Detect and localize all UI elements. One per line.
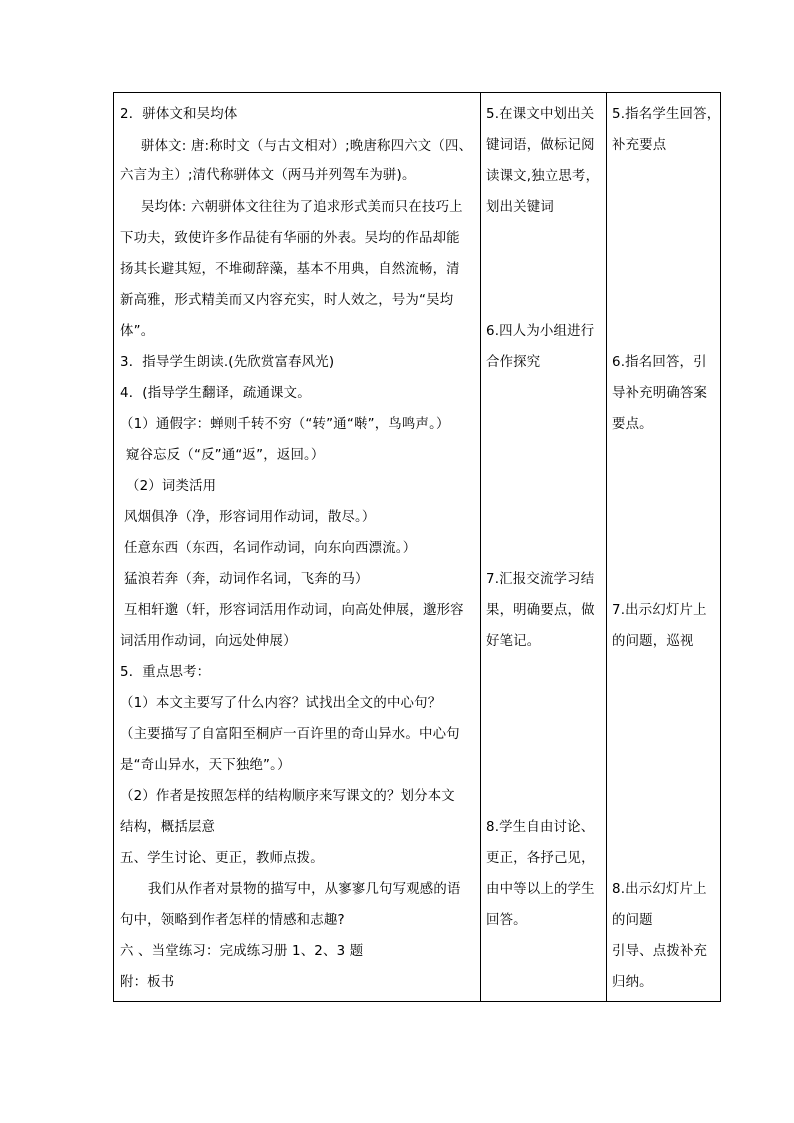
text-line: 体”。 bbox=[120, 324, 155, 339]
text-line: 的问题 bbox=[612, 913, 653, 928]
text-line: 新高雅，形式精美而又内容充实，时人效之，号为“吴均 bbox=[120, 293, 454, 308]
text-line: 任意东西（东西，名词作动词，向东向西漂流。） bbox=[124, 541, 417, 556]
text-line: 由中等以上的学生 bbox=[486, 882, 595, 897]
text-line: 吴均体: 六朝骈体文往往为了追求形式美而只在技巧上 bbox=[141, 200, 463, 215]
text-line: 猛浪若奔（奔，动词作名词，飞奔的马） bbox=[124, 572, 369, 587]
text-line: 划出关键词 bbox=[486, 200, 554, 215]
text-line: 互相轩邈（轩，形容词活用作动词，向高处伸展，邈形容 bbox=[124, 603, 464, 618]
text-line: 5．重点思考： bbox=[120, 665, 211, 680]
text-line: 五、学生讨论、更正，教师点拨。 bbox=[120, 851, 324, 866]
text-line: 6.指名回答，引 bbox=[612, 355, 707, 370]
text-line: 是“奇山异水，天下独绝”。） bbox=[120, 758, 291, 773]
text-line: 8.学生自由讨论、 bbox=[486, 820, 595, 835]
text-line: 归纳。 bbox=[612, 975, 653, 990]
lesson-table bbox=[113, 92, 721, 1002]
text-line: 4．(指导学生翻译，疏通课文。 bbox=[120, 386, 311, 401]
text-line: 词活用作动词，向远处伸展） bbox=[120, 634, 297, 649]
text-line: 2．骈体文和吴均体 bbox=[120, 107, 238, 122]
column-divider bbox=[606, 93, 607, 1001]
text-line: 合作探究 bbox=[486, 355, 541, 370]
text-line: 下功夫，致使许多作品徒有华丽的外表。吴均的作品却能 bbox=[120, 231, 460, 246]
text-line: 附：板书 bbox=[120, 975, 175, 990]
text-line: 果，明确要点，做 bbox=[486, 603, 595, 618]
text-line: 的问题，巡视 bbox=[612, 634, 694, 649]
text-line: 更正，各抒己见， bbox=[486, 851, 595, 866]
text-line: 我们从作者对景物的描写中，从寥寥几句写观感的语 bbox=[148, 882, 461, 897]
text-line: （1）本文主要写了什么内容？试找出全文的中心句？ bbox=[120, 696, 442, 711]
text-line: 3．指导学生朗读.(先欣赏富春风光) bbox=[120, 355, 335, 370]
text-line: 6.四人为小组进行 bbox=[486, 324, 595, 339]
text-line: 结构，概括层意 bbox=[120, 820, 216, 835]
text-line: 8.出示幻灯片上 bbox=[612, 882, 707, 897]
text-line: 好笔记。 bbox=[486, 634, 541, 649]
text-line: 要点。 bbox=[612, 417, 653, 432]
text-line: 窥谷忘反（“反”通“返”，返回。） bbox=[126, 448, 325, 463]
column-divider bbox=[480, 93, 481, 1001]
text-line: 六言为主）;清代称骈体文（两马并列驾车为骈)。 bbox=[120, 168, 416, 183]
text-line: 7.出示幻灯片上 bbox=[612, 603, 707, 618]
text-line: 键词语，做标记阅 bbox=[486, 138, 595, 153]
text-line: （2）作者是按照怎样的结构顺序来写课文的？划分本文 bbox=[120, 789, 455, 804]
text-line: 引导、点拨补充 bbox=[612, 944, 708, 959]
text-line: 读课文,独立思考， bbox=[486, 169, 600, 184]
text-line: 回答。 bbox=[486, 913, 527, 928]
text-line: （2）词类活用 bbox=[126, 479, 217, 494]
text-line: 六 、当堂练习：完成练习册 1、2、3 题 bbox=[120, 944, 364, 959]
text-line: 5.指名学生回答， bbox=[612, 107, 721, 122]
text-line: 风烟俱净（净，形容词用作动词，散尽。） bbox=[124, 510, 376, 525]
text-line: 7.汇报交流学习结 bbox=[486, 572, 595, 587]
text-line: 补充要点 bbox=[612, 138, 667, 153]
text-line: 扬其长避其短，不堆砌辞藻，基本不用典，自然流畅，清 bbox=[120, 262, 460, 277]
text-line: （1）通假字：蝉则千转不穷（“转”通“啭”，鸟鸣声。） bbox=[120, 417, 450, 432]
text-line: （主要描写了自富阳至桐庐一百许里的奇山异水。中心句 bbox=[120, 727, 460, 742]
text-line: 5.在课文中划出关 bbox=[486, 107, 595, 122]
text-line: 句中，领略到作者怎样的情感和志趣? bbox=[120, 913, 345, 928]
text-line: 骈体文: 唐:称时文（与古文相对）;晚唐称四六文（四、 bbox=[141, 139, 473, 154]
text-line: 导补充明确答案 bbox=[612, 386, 708, 401]
